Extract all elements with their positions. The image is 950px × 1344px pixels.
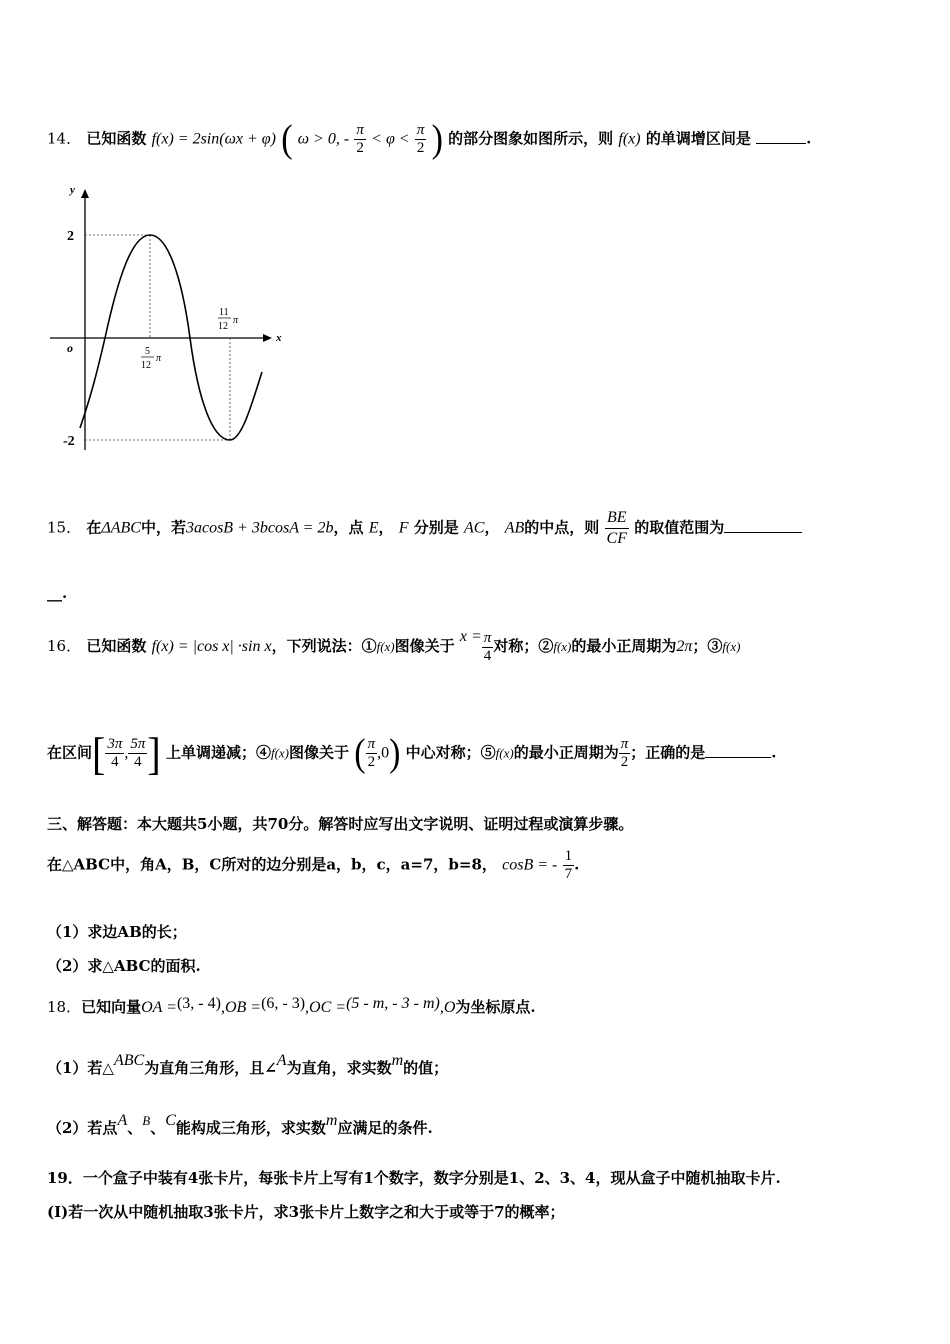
q15-E: E bbox=[368, 519, 379, 537]
q16-text-f: ；③ bbox=[692, 637, 723, 655]
y-max-label: 2 bbox=[67, 229, 74, 244]
q17-cosB: cosB = - bbox=[502, 856, 558, 874]
y-min-label: -2 bbox=[63, 434, 75, 449]
q16-point-paren-left: ( bbox=[354, 731, 366, 775]
x-axis-label: x bbox=[276, 332, 282, 344]
q14-function: f(x) = 2sin(ωx + φ) bbox=[151, 130, 276, 148]
q18-p2-sep1: 、 bbox=[127, 1119, 143, 1137]
q19-line2: (I)若一次从中随机抽取3张卡片，求3张卡片上数字之和大于或等于7的概率； bbox=[47, 1203, 565, 1221]
q15-continuation: __. bbox=[47, 584, 68, 602]
q16-line1 bbox=[47, 628, 740, 665]
q16-frac-3pi4: $\frac{3\pi}{4}$ bbox=[107, 736, 123, 770]
q16-text-d: 对称；② bbox=[493, 637, 554, 655]
q18-line bbox=[47, 995, 536, 1017]
q16-point-paren-right: ) bbox=[389, 731, 401, 775]
q18-p1-ABC: ABC bbox=[113, 1052, 145, 1069]
q14-line bbox=[47, 117, 812, 161]
q17-fraction: $\frac{1}{7}$ bbox=[564, 848, 573, 882]
q15-F: F bbox=[398, 519, 409, 537]
q15-text-c: ，点 bbox=[333, 518, 364, 537]
q14-end: . bbox=[806, 129, 812, 148]
q15-AB: AB bbox=[504, 519, 525, 537]
q14-text-c: 的单调增区间是 bbox=[645, 129, 751, 148]
q15-triangle: ΔABC bbox=[101, 519, 141, 537]
q15-number: 15． bbox=[47, 518, 82, 537]
q16-fx-4: f(x) bbox=[270, 745, 289, 761]
q16-text-i: 中心对称；⑤ bbox=[405, 743, 496, 762]
q16-bracket-left: [ bbox=[92, 727, 106, 779]
x-axis-arrow bbox=[263, 334, 272, 342]
q16-text-c: 图像关于 bbox=[394, 637, 455, 655]
q18-p2-B: B bbox=[142, 1113, 151, 1128]
q16-frac-pi4: $\frac{\pi}{4}$ bbox=[483, 629, 492, 664]
q18-p1-b: 为直角三角形，且∠ bbox=[144, 1059, 277, 1077]
q16-answer-blank[interactable] bbox=[705, 743, 771, 758]
q16-x-eq: x = bbox=[459, 628, 482, 645]
q18-OC-value: (5 - m, - 3 - m) bbox=[346, 995, 440, 1012]
x2-label-num: 11 bbox=[219, 307, 229, 318]
q14-fx: f(x) bbox=[618, 130, 641, 148]
q16-frac-5pi4: $\frac{5\pi}{4}$ bbox=[130, 736, 146, 770]
q15-sep2: ， bbox=[484, 518, 500, 537]
q18-part2 bbox=[47, 1112, 433, 1138]
q18-part1 bbox=[47, 1052, 448, 1078]
q15-text-e: 的中点，则 bbox=[524, 518, 600, 537]
q19-line1: 19．一个盒子中装有4张卡片，每张卡片上写有1个数字，数字分别是1、2、3、4，现从盒子中随机抽取卡片. bbox=[47, 1169, 781, 1187]
q18-OA-value: (3, - 4) bbox=[176, 995, 221, 1012]
q18-OB: ,OB = bbox=[220, 999, 262, 1016]
q18-OB-value: (6, - 3) bbox=[261, 995, 306, 1012]
q18-p1-A: A bbox=[276, 1052, 287, 1069]
q15-fraction: $\frac{BE}{CF}$ bbox=[606, 509, 627, 547]
q14-frac-1: $\frac{\pi}{2}$ bbox=[356, 122, 364, 156]
q16-fx-1: f(x) bbox=[376, 639, 395, 654]
q16-number: 16． bbox=[47, 637, 82, 655]
q18-p2-A: A bbox=[117, 1112, 128, 1129]
q18-p2-c: 应满足的条件. bbox=[337, 1119, 433, 1137]
q16-function: f(x) = |cos x| ·sin x bbox=[151, 638, 272, 655]
q14-cond-a: ω > 0, - bbox=[297, 130, 350, 148]
q18-number: 18． bbox=[47, 998, 82, 1016]
q15-text-f: 的取值范围为 bbox=[634, 518, 725, 537]
q14-paren-left: ( bbox=[281, 117, 293, 161]
q16-line2-a: 在区间 bbox=[47, 743, 93, 762]
section-3-heading: 三、解答题：本大题共5小题，共70分。解答时应写出文字说明、证明过程或演算步骤。 bbox=[47, 815, 634, 833]
q18-p1-m: m bbox=[391, 1052, 404, 1069]
q18-p2-sep2: 、 bbox=[150, 1119, 166, 1137]
q14-answer-blank[interactable] bbox=[756, 129, 806, 144]
q14-paren-right: ) bbox=[431, 117, 443, 161]
x1-label-pi: π bbox=[156, 353, 162, 364]
q17-part2: （2）求△ABC的面积. bbox=[47, 957, 201, 975]
q18-OC: ,OC = bbox=[305, 999, 347, 1016]
q18-p2-C: C bbox=[165, 1112, 176, 1129]
q16-text-b: ，下列说法：① bbox=[271, 637, 377, 655]
q15-equation: 3acosB + 3bcosA = 2b bbox=[185, 519, 334, 537]
q16-text-j: 的最小正周期为 bbox=[513, 743, 619, 762]
q15-text-b: 中，若 bbox=[140, 518, 186, 537]
q16-text-a: 已知函数 bbox=[86, 637, 147, 655]
q14-text-b: 的部分图象如图所示，则 bbox=[448, 129, 614, 148]
q16-text-k: ；正确的是 bbox=[630, 743, 706, 762]
q16-frac-pi2-a: $\frac{\pi}{2}$ bbox=[367, 736, 376, 770]
q16-text-g: 上单调递减；④ bbox=[165, 743, 271, 762]
q14-text-a: 已知函数 bbox=[86, 129, 147, 148]
q15-line bbox=[47, 508, 802, 549]
q18-O: ,O bbox=[439, 999, 456, 1016]
x2-label-den: 12 bbox=[218, 321, 228, 332]
q18-p1-a: （1）若△ bbox=[47, 1059, 114, 1077]
q16-fx-5: f(x) bbox=[495, 745, 514, 761]
q16-text-e: 的最小正周期为 bbox=[571, 637, 677, 655]
q15-AC: AC bbox=[464, 519, 485, 537]
q14-cond-lt: < φ < bbox=[371, 130, 410, 148]
q18-p1-d: 的值； bbox=[403, 1059, 449, 1077]
q18-p2-m: m bbox=[325, 1112, 338, 1129]
q14-number: 14． bbox=[47, 129, 82, 148]
x2-label-pi: π bbox=[233, 315, 239, 326]
q16-end: . bbox=[771, 743, 777, 762]
q15-sep1: ， bbox=[378, 518, 394, 537]
q16-line2 bbox=[47, 727, 777, 779]
q15-text-d: 分别是 bbox=[413, 518, 459, 537]
y-axis-label: y bbox=[70, 184, 75, 196]
q14-frac-2: $\frac{\pi}{2}$ bbox=[416, 122, 425, 156]
q18-p2-a: （2）若点 bbox=[47, 1119, 118, 1137]
x1-label-den: 12 bbox=[141, 360, 151, 371]
q17-text: 在△ABC中，角A，B，C所对的边分别是a，b，c，a=7，b=8， bbox=[47, 855, 497, 874]
q18-text-a: 已知向量 bbox=[81, 998, 142, 1016]
q16-interval-comma: , bbox=[124, 744, 129, 762]
origin-label: o bbox=[67, 341, 73, 355]
q18-p2-b: 能构成三角形，求实数 bbox=[175, 1119, 326, 1137]
y-axis-arrow bbox=[81, 189, 89, 198]
q16-point-zero: ,0 bbox=[377, 744, 390, 762]
q18-p1-c: 为直角，求实数 bbox=[286, 1059, 392, 1077]
x1-label-num: 5 bbox=[145, 346, 150, 357]
function-graph bbox=[40, 178, 300, 468]
q16-fx-2: f(x) bbox=[553, 639, 572, 654]
q16-bracket-right: ] bbox=[147, 727, 161, 779]
q17-end: . bbox=[574, 855, 580, 874]
q16-text-h: 图像关于 bbox=[289, 743, 350, 762]
q17-part1: （1）求边AB的长； bbox=[47, 923, 187, 941]
q16-two-pi: 2π bbox=[676, 638, 693, 655]
q15-text-a: 在 bbox=[86, 518, 102, 537]
q17-line bbox=[47, 848, 579, 883]
q18-OA: OA = bbox=[141, 999, 177, 1016]
q18-text-b: 为坐标原点. bbox=[455, 998, 536, 1016]
q15-answer-blank[interactable] bbox=[724, 518, 802, 533]
q16-fx-3: f(x) bbox=[722, 639, 741, 654]
q16-frac-pi2-b: $\frac{\pi}{2}$ bbox=[620, 736, 629, 770]
